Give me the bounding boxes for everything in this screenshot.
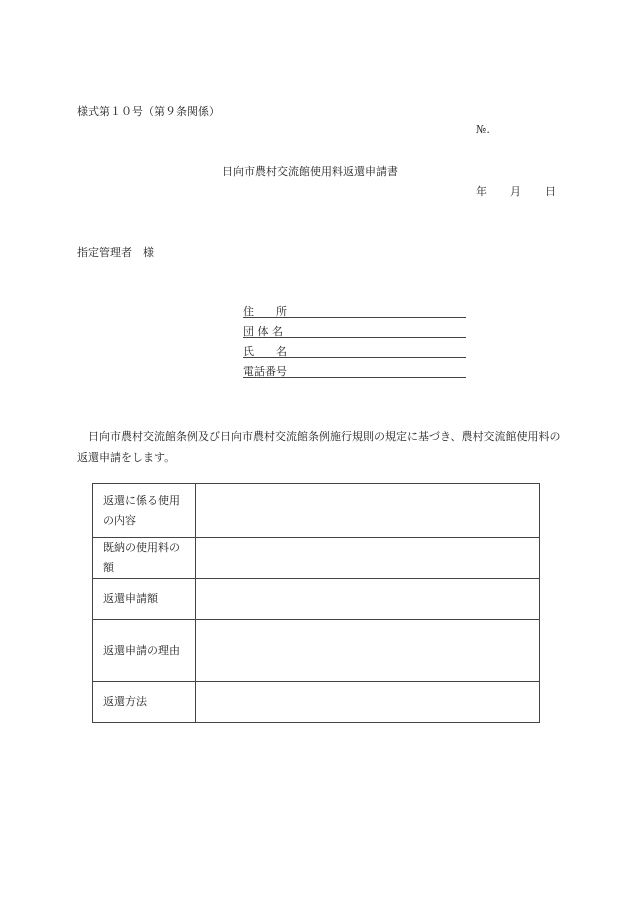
address-label: 住 所 xyxy=(243,305,287,318)
addressee: 指定管理者 様 xyxy=(77,246,154,259)
phone-label: 電話番号 xyxy=(243,365,287,378)
date-month-label: 月 xyxy=(510,185,521,198)
usage-content-cell[interactable] xyxy=(195,484,539,538)
refund-reason-cell[interactable] xyxy=(195,620,539,682)
table-row xyxy=(93,484,540,538)
row-label: 返還申請額 xyxy=(93,579,196,620)
paid-fee-cell[interactable] xyxy=(195,538,539,579)
request-table xyxy=(92,483,540,723)
name-field[interactable] xyxy=(243,344,466,358)
table-row xyxy=(93,682,540,723)
document-number-label: №. xyxy=(476,123,490,136)
organization-label: 団 体 名 xyxy=(243,325,283,338)
row-label: 返還に係る使用の内容 xyxy=(93,484,196,538)
row-label: 既納の使用料の額 xyxy=(93,538,196,579)
row-label: 返還申請の理由 xyxy=(93,620,196,682)
organization-field[interactable] xyxy=(243,324,466,338)
name-label: 氏 名 xyxy=(243,345,287,358)
row-label: 返還方法 xyxy=(93,682,196,723)
table-row xyxy=(93,579,540,620)
application-statement: 日向市農村交流館条例及び日向市農村交流館条例施行規則の規定に基づき、農村交流館使用料の返還申請をします。 xyxy=(77,430,561,464)
table-row xyxy=(93,538,540,579)
phone-field[interactable] xyxy=(243,364,466,378)
refund-amount-cell[interactable] xyxy=(195,579,539,620)
form-number: 様式第１０号（第９条関係） xyxy=(77,105,220,118)
date-day-label: 日 xyxy=(545,185,556,198)
date-year-label: 年 xyxy=(476,185,487,198)
address-field[interactable] xyxy=(243,304,466,318)
document-title: 日向市農村交流館使用料返還申請書 xyxy=(222,165,398,178)
refund-method-cell[interactable] xyxy=(195,682,539,723)
table-row xyxy=(93,620,540,682)
